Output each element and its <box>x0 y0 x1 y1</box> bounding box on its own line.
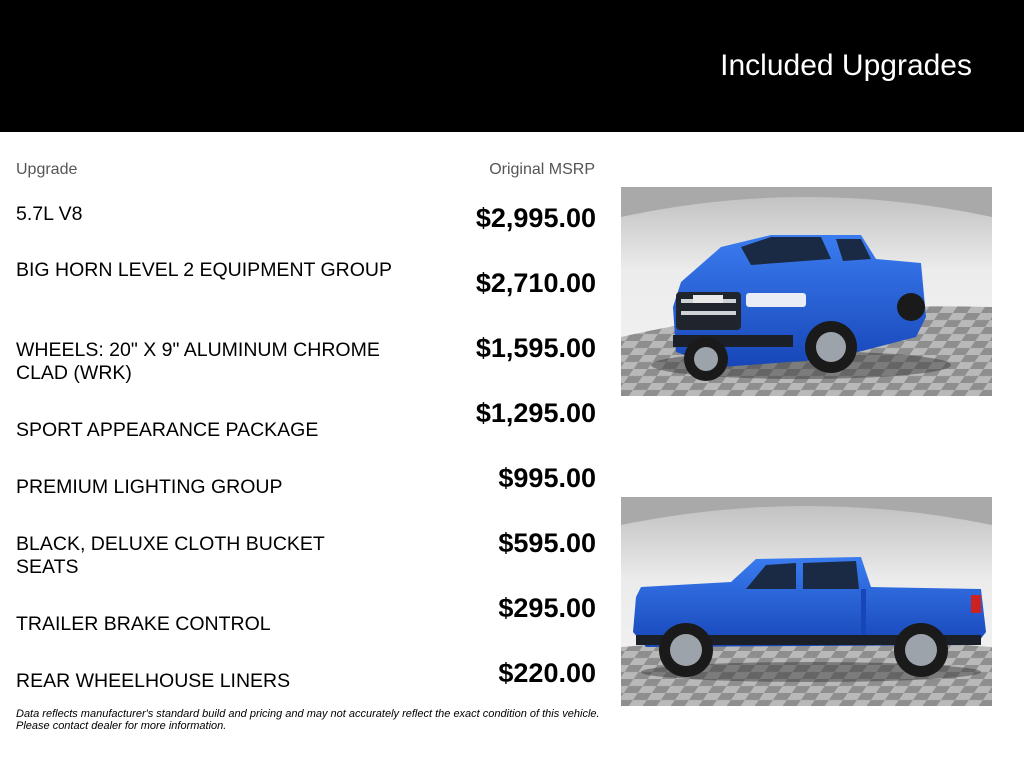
upgrade-name: REAR WHEELHOUSE LINERS <box>16 670 291 692</box>
upgrade-price: $595.00 <box>498 528 596 558</box>
upgrade-name: TRAILER BRAKE CONTROL <box>16 613 271 635</box>
upgrade-name: SPORT APPEARANCE PACKAGE <box>16 419 319 441</box>
truck-front-photo <box>621 187 992 396</box>
page-header <box>0 0 1024 132</box>
upgrade-price: $1,295.00 <box>475 398 596 428</box>
disclaimer-line: Data reflects manufacturer's standard build and pricing and may not accurately reflect the exact condition of this vehicle. <box>16 708 600 720</box>
column-header-msrp: Original MSRP <box>489 161 595 178</box>
disclaimer <box>16 708 616 732</box>
upgrade-price: $295.00 <box>498 593 596 623</box>
upgrade-price: $220.00 <box>498 658 596 688</box>
disclaimer-line: Please contact dealer for more information. <box>16 720 227 732</box>
upgrade-name: WHEELS: 20" X 9" ALUMINUM CHROME CLAD (WRK) <box>16 339 380 384</box>
truck-side-photo <box>621 497 992 706</box>
upgrade-name: 5.7L V8 <box>16 203 83 225</box>
upgrade-price: $995.00 <box>498 463 596 493</box>
upgrade-name: PREMIUM LIGHTING GROUP <box>16 476 283 498</box>
page-title: Included Upgrades <box>720 49 972 82</box>
upgrade-name: BIG HORN LEVEL 2 EQUIPMENT GROUP <box>16 259 393 281</box>
column-header-upgrade: Upgrade <box>16 161 78 178</box>
upgrade-price: $2,995.00 <box>475 203 596 233</box>
upgrade-price: $2,710.00 <box>475 268 596 298</box>
upgrade-price: $1,595.00 <box>475 333 596 363</box>
upgrade-name: BLACK, DELUXE CLOTH BUCKET SEATS <box>16 533 325 578</box>
